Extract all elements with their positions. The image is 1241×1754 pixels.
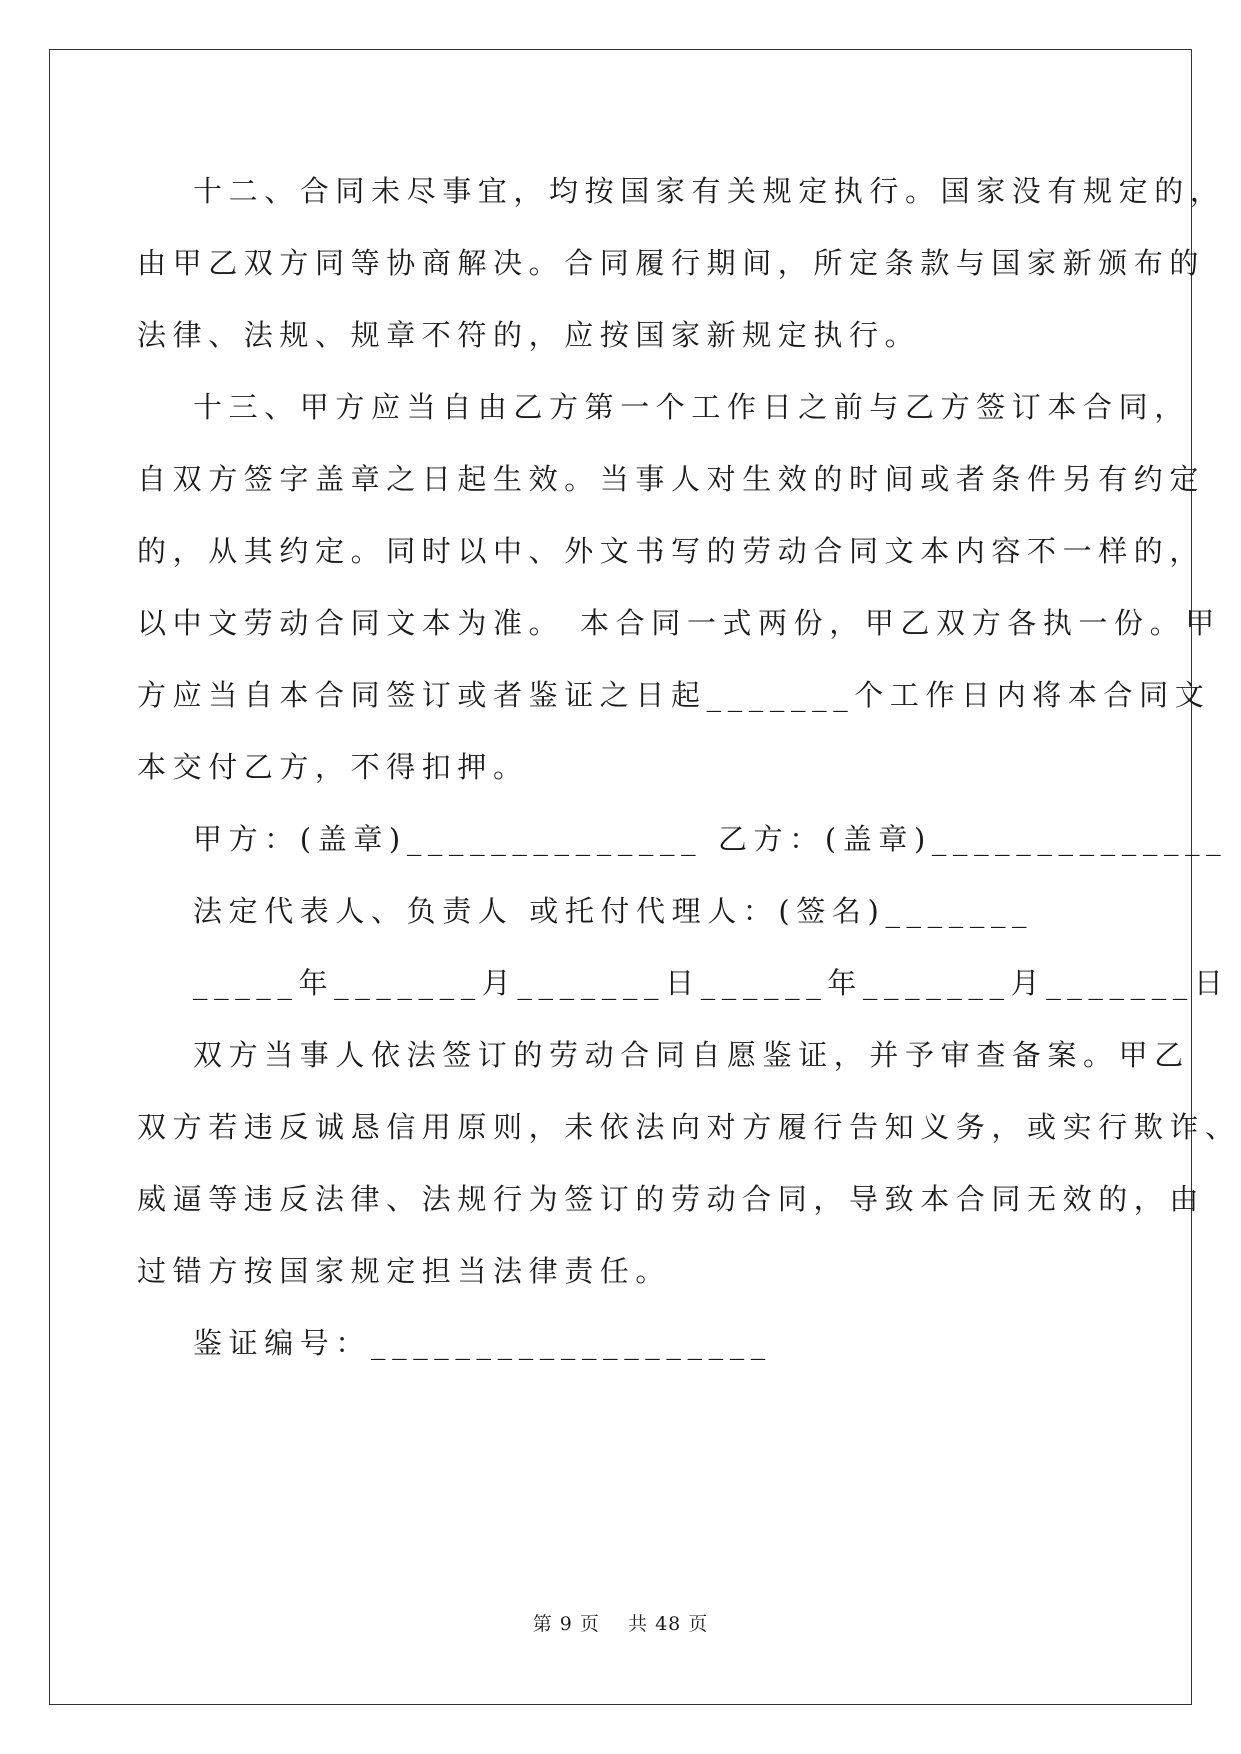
page-border — [49, 49, 1192, 1705]
clause-12-line-3: 法律、法规、规章不符的，应按国家新规定执行。 — [137, 318, 921, 352]
clause-13-line-2: 自双方签字盖章之日起生效。当事人对生效的时间或者条件另有约定 — [137, 462, 1206, 496]
page-number-footer: 第 9 页 共 48 页 — [532, 1613, 709, 1635]
clause-12-line-2: 由甲乙双方同等协商解决。合同履行期间，所定条款与国家新颁布的 — [137, 246, 1206, 280]
clause-12-line-1: 十二、合同未尽事宜，均按国家有关规定执行。国家没有规定的， — [193, 174, 1226, 208]
clause-13-line-6: 本交付乙方，不得扣押。 — [137, 750, 529, 784]
certification-line-4: 过错方按国家规定担当法律责任。 — [137, 1254, 672, 1288]
certification-line-3: 威逼等违反法律、法规行为签订的劳动合同，导致本合同无效的，由 — [137, 1182, 1206, 1216]
date-line: _____年_______月_______日______年_______月_______日 — [193, 966, 1230, 1000]
clause-13-line-1: 十三、甲方应当自由乙方第一个工作日之前与乙方签订本合同， — [193, 390, 1190, 424]
certification-number-line: 鉴证编号：___________________ — [193, 1326, 772, 1360]
clause-13-line-3: 的，从其约定。同时以中、外文书写的劳动合同文本内容不一样的， — [137, 534, 1206, 568]
representative-signature-line: 法定代表人、负责人 或托付代理人：(签名)_______ — [193, 894, 1034, 928]
certification-line-2: 双方若违反诚恳信用原则，未依法向对方履行告知义务，或实行欺诈、 — [137, 1110, 1241, 1144]
clause-13-line-5: 方应当自本合同签订或者鉴证之日起_______个工作日内将本合同文 — [137, 678, 1211, 712]
certification-line-1: 双方当事人依法签订的劳动合同自愿鉴证，并予审查备案。甲乙 — [193, 1038, 1190, 1072]
clause-13-line-4: 以中文劳动合同文本为准。 本合同一式两份，甲乙双方各执一份。甲 — [137, 606, 1221, 640]
party-seal-line: 甲方：(盖章)______________ 乙方：(盖章)______________ — [193, 822, 1228, 856]
